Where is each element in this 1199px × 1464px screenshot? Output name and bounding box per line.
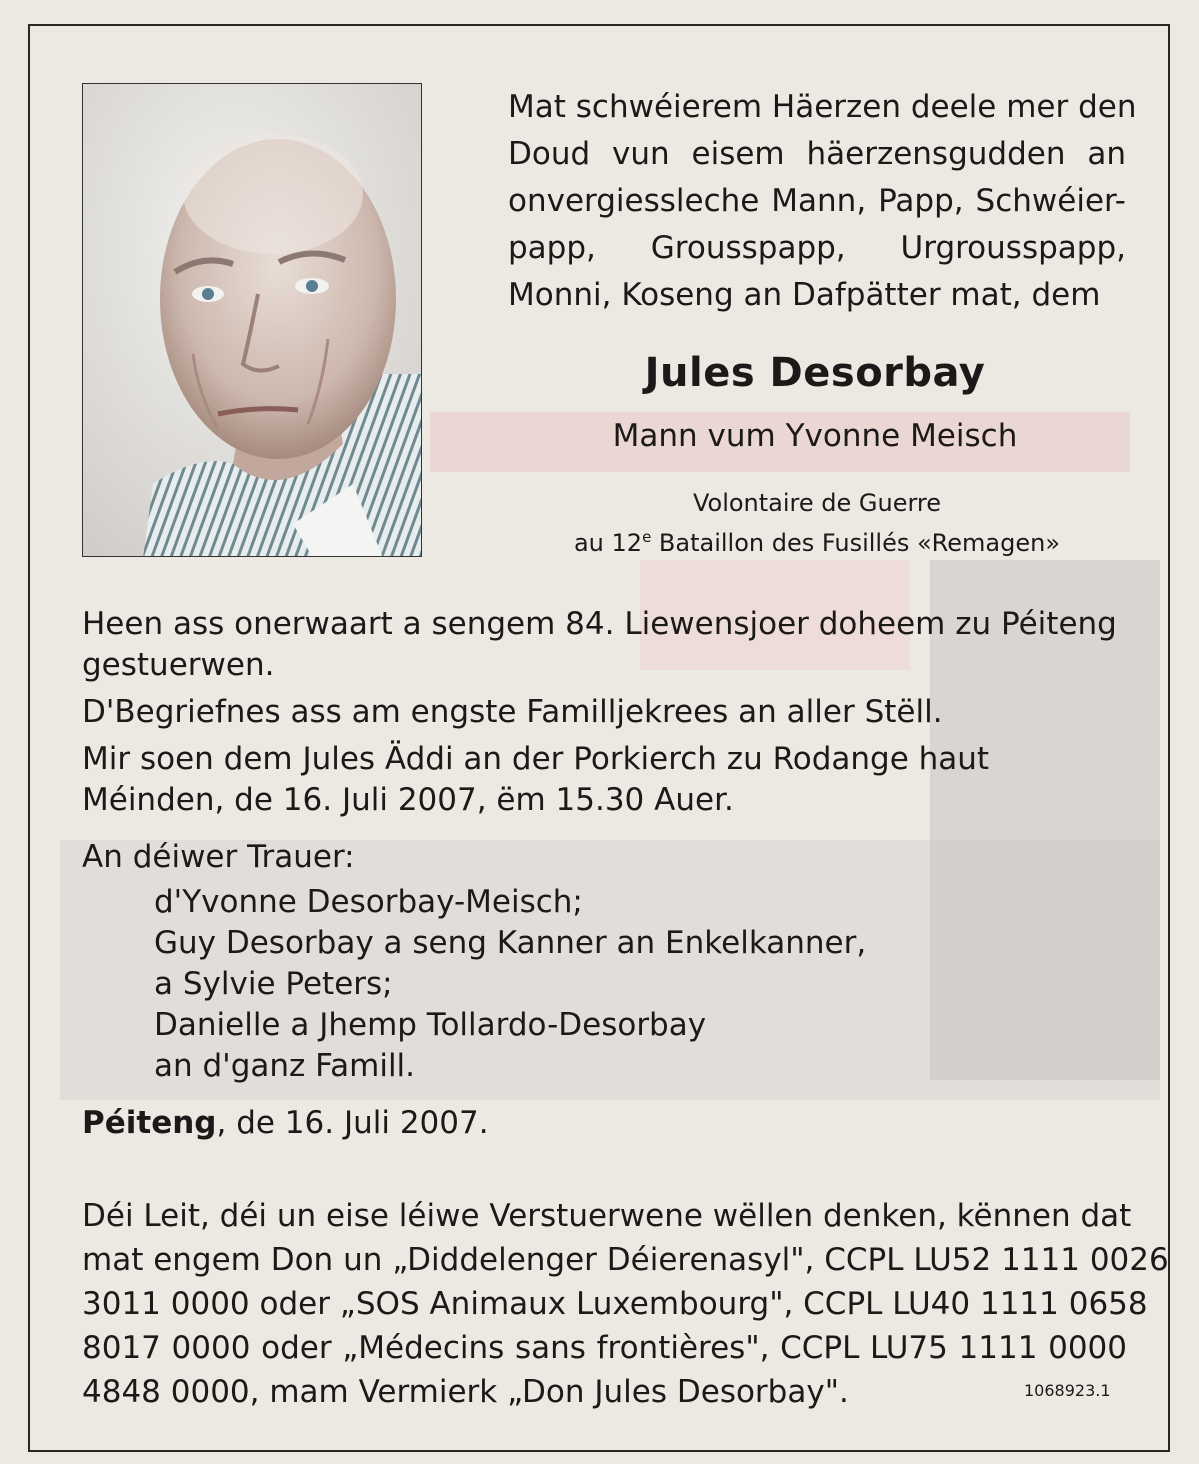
volunteer-note — [518, 486, 1116, 560]
mourning-heading: An déiwer Trauer: — [82, 839, 355, 875]
ordinal-suffix: e — [642, 528, 652, 546]
mourners-list — [154, 882, 1127, 1087]
portrait-photo — [82, 83, 422, 557]
notice-body — [82, 604, 1127, 1144]
intro-line: Doud vun eisem häerzensgudden an — [508, 136, 1126, 172]
mourner-line: an d'ganz Famill. — [154, 1048, 416, 1084]
mourner-line: d'Yvonne Desorbay-Meisch; — [154, 884, 583, 920]
intro-line: onvergiessleche Mann, Papp, Schwéier- — [508, 183, 1126, 219]
mass-text: Mir soen dem Jules Äddi an der Porkierch zu Rodange haut Méinden, de 16. Juli 2007, ëm 15.30 Auer. — [82, 741, 990, 818]
intro-line: papp, Grousspapp, Urgrousspapp, — [508, 230, 1126, 266]
mourner-line: Guy Desorbay a seng Kanner an Enkelkanner, — [154, 925, 867, 961]
battalion-name: Bataillon des Fusillés «Remagen» — [651, 529, 1061, 557]
death-text: Heen ass onerwaart a sengem 84. Liewensjoer doheem zu Péiteng gestuerwen. — [82, 606, 1117, 683]
donation-line: 8017 0000 oder „Médecins sans frontières", CCPL LU75 1111 0000 — [82, 1330, 1127, 1366]
donation-line: 4848 0000, mam Vermierk „Don Jules Desorbay". — [82, 1374, 849, 1410]
donation-line: 3011 0000 oder „SOS Animaux Luxembourg", CCPL LU40 1111 0658 — [82, 1286, 1148, 1322]
spouse-line: Mann vum Yvonne Meisch — [612, 418, 1018, 454]
intro-line: Monni, Koseng an Dafpätter mat, dem — [508, 277, 1101, 313]
date-line: , de 16. Juli 2007. — [216, 1105, 489, 1141]
burial-text: D'Begriefnes ass am engste Familljekrees an aller Stëll. — [82, 694, 943, 730]
volunteer-line — [518, 520, 1116, 560]
intro-paragraph — [508, 84, 1137, 319]
reference-number: 1068923.1 — [1024, 1381, 1111, 1400]
donation-line: Déi Leit, déi un eise léiwe Verstuerwene wëllen denken, kënnen dat — [82, 1198, 1132, 1234]
donation-paragraph — [82, 1194, 1169, 1414]
place-date — [82, 1103, 1127, 1144]
donation-line: mat engem Don un „Diddelenger Déierenasyl", CCPL LU52 1111 0026 — [82, 1242, 1169, 1278]
intro-line: Mat schwéierem Häerzen deele mer den — [508, 89, 1137, 125]
deceased-name: Jules Desorbay — [644, 350, 986, 396]
mourner-line: Danielle a Jhemp Tollardo-Desorbay — [154, 1007, 707, 1043]
portrait-image — [83, 84, 422, 557]
place-name: Péiteng — [82, 1105, 217, 1141]
mourner-line: a Sylvie Peters; — [154, 966, 393, 1002]
battalion-number: au 12 — [573, 529, 643, 557]
volunteer-line: Volontaire de Guerre — [692, 489, 942, 517]
